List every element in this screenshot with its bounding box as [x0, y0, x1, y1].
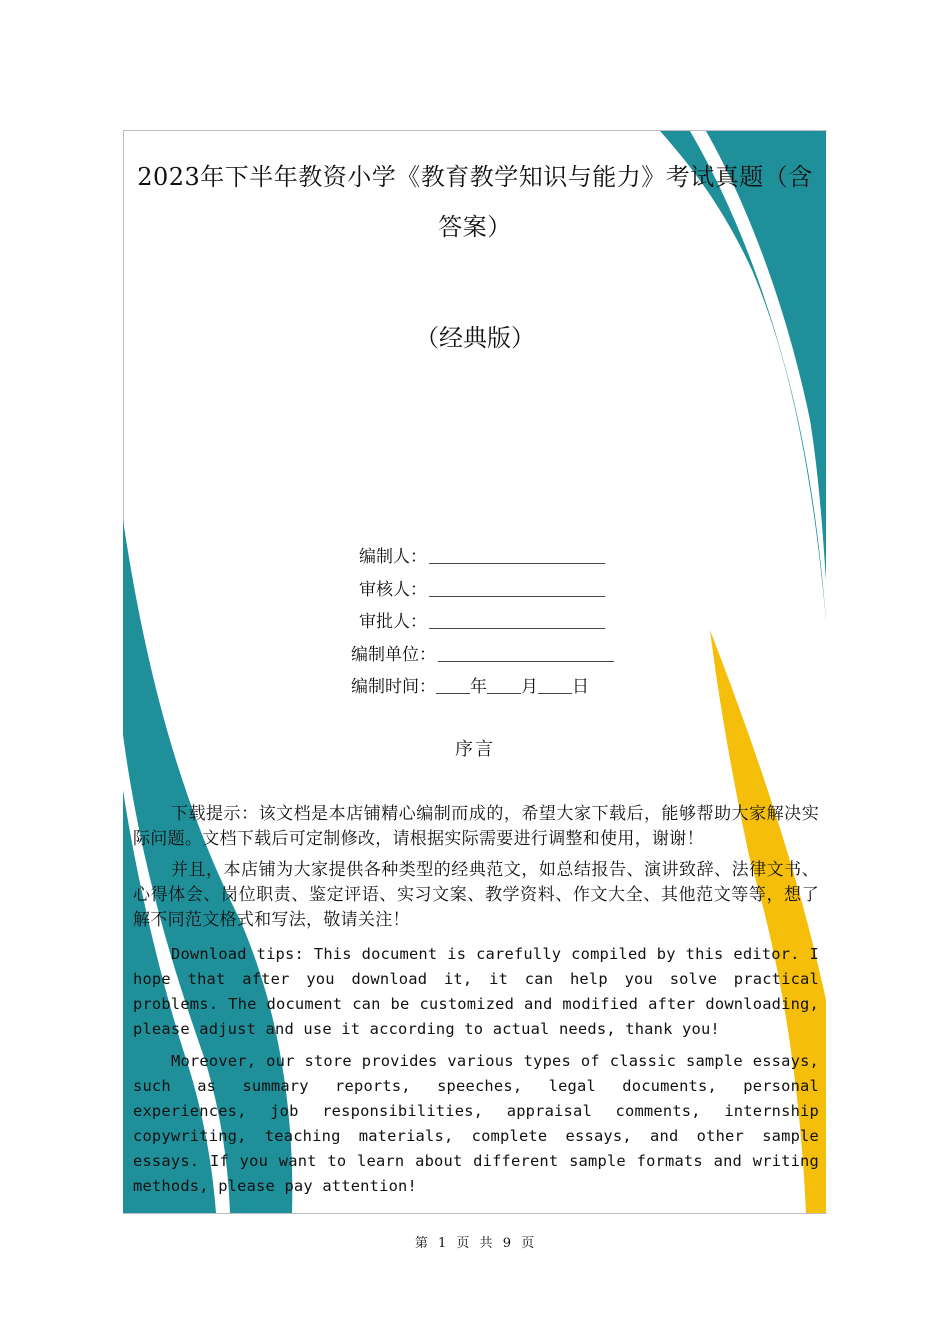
- title-line-2: 答案）: [438, 213, 512, 241]
- title-line-1: 2023年下半年教资小学《教育教学知识与能力》考试真题（含: [137, 163, 813, 191]
- reviewer-label: 审核人：: [359, 579, 427, 600]
- reviewer-row: [300, 574, 700, 607]
- editor-row: [300, 541, 700, 574]
- day-field[interactable]: [538, 671, 572, 694]
- unit-field[interactable]: [438, 639, 614, 662]
- year-label: 年: [470, 677, 487, 697]
- month-field[interactable]: [487, 671, 521, 694]
- unit-row: [300, 639, 700, 672]
- page-indicator: 第 1 页 共 9 页: [414, 1236, 536, 1251]
- cn-paragraph-2: 并且，本店铺为大家提供各种类型的经典范文，如总结报告、演讲致辞、法律文书、心得体会、岗位职责、鉴定评语、实习文案、教学资料、作文大全、其他范文等等，想了解不同范文格式和写法，敬请关注！: [133, 860, 819, 930]
- approver-label: 审批人：: [359, 612, 427, 632]
- editor-field[interactable]: [429, 541, 605, 564]
- unit-label: 编制单位：: [351, 644, 436, 665]
- cn-paragraph-1: 下载提示：该文档是本店铺精心编制而成的，希望大家下载后，能够帮助大家解决实际问题。文档下载后可定制修改，请根据实际需要进行调整和使用，谢谢！: [133, 804, 819, 849]
- day-label: 日: [572, 677, 589, 697]
- year-field[interactable]: [436, 671, 470, 694]
- en-paragraph-2: Moreover, our store provides various types of classic sample essays, such as summary reports, speeches, legal documents, personal experiences, job responsibilities, appraisal comments, internship copywriting, teaching materials, complete essays, and other sample essays. If you want to learn about different sample formats and writing methods, please pay attention!: [133, 1052, 819, 1195]
- approval-form: [300, 541, 700, 704]
- month-label: 月: [521, 677, 538, 697]
- en-paragraph-1: Download tips: This document is carefully compiled by this editor. I hope that after you download it, it can help you solve practical problems. The document can be customized and modified after downloading, please adjust and use it according to actual needs, thank you!: [133, 945, 819, 1038]
- reviewer-field[interactable]: [429, 574, 605, 597]
- preface-heading: 序言: [455, 739, 495, 760]
- document-title: [128, 152, 822, 252]
- edition-label: （经典版）: [415, 324, 535, 352]
- approver-field[interactable]: [429, 606, 605, 629]
- editor-label: 编制人：: [359, 547, 427, 567]
- approver-row: [300, 606, 700, 639]
- date-label: 编制时间：: [351, 677, 436, 697]
- date-row: [300, 671, 700, 704]
